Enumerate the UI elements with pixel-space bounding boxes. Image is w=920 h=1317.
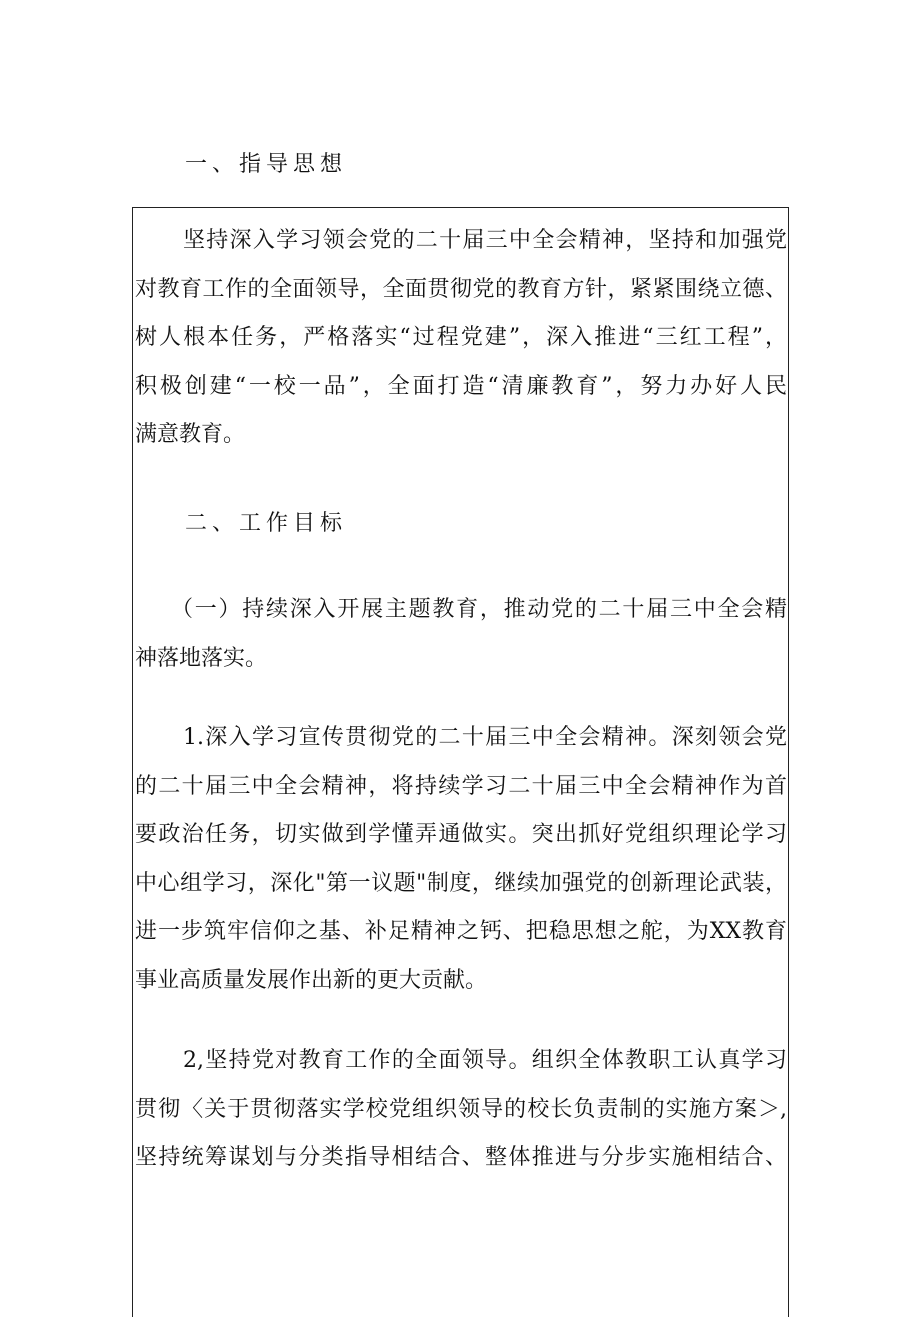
text-line: 对教育工作的全面领导，全面贯彻党的教育方针，紧紧围绕立德、	[135, 276, 787, 302]
text-line: 1.深入学习宣传贯彻党的二十届三中全会精神。深刻领会党	[183, 725, 787, 750]
text-line: 满意教育。	[135, 422, 246, 447]
text-line: 树人根本任务，严格落实“过程党建”，深入推进“三红工程”，	[135, 325, 787, 350]
text-line: 神落地落实。	[135, 645, 268, 671]
text-line: 积极创建“一校一品”，全面打造“清廉教育”，努力办好人民	[135, 373, 787, 399]
text-line: 中心组学习，深化"第一议题"制度，继续加强党的创新理论武装，	[135, 870, 787, 896]
item-2-paragraph	[135, 1037, 787, 1183]
subsection-1-paragraph	[135, 586, 787, 683]
text-line: 坚持深入学习领会党的二十届三中全会精神，坚持和加强党	[183, 228, 787, 253]
text-line: 坚持统筹谋划与分类指导相结合、整体推进与分步实施相结合、	[135, 1145, 787, 1170]
text-line: 要政治任务，切实做到学懂弄通做实。突出抓好党组织理论学习	[135, 822, 787, 847]
text-line: （一）持续深入开展主题教育，推动党的二十届三中全会精	[171, 597, 787, 622]
item-1-paragraph	[135, 714, 787, 1005]
text-line: 2,坚持党对教育工作的全面领导。组织全体教职工认真学习	[183, 1048, 787, 1073]
text-line: 贯彻〈关于贯彻落实学校党组织领导的校长负责制的实施方案＞,	[135, 1096, 787, 1122]
text-line: 事业高质量发展作出新的更大贡献。	[135, 967, 488, 993]
text-line: 的二十届三中全会精神，将持续学习二十届三中全会精神作为首	[135, 773, 787, 799]
text-line: 进一步筑牢信仰之基、补足精神之钙、把稳思想之舵，为XX教育	[135, 919, 787, 944]
section-heading-work-goals: 二、工作目标	[185, 511, 348, 536]
guiding-ideology-paragraph	[135, 217, 787, 460]
section-heading-guiding-ideology: 一、指导思想	[185, 152, 348, 177]
